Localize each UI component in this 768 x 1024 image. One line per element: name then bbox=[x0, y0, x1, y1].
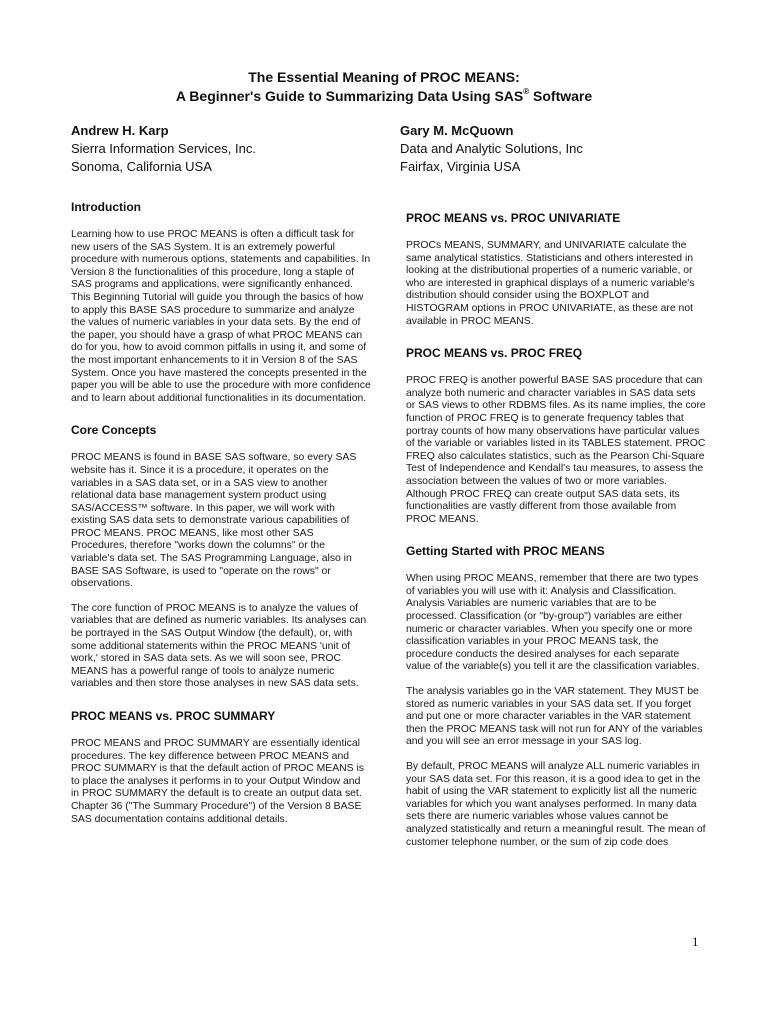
paper-title bbox=[0, 68, 768, 106]
section-heading: Introduction bbox=[71, 200, 141, 214]
paragraph: The analysis variables go in the VAR statement. They MUST be stored as numeric variables in your SAS data set. If you forget and put one or more character variables in the VAR statement then the PROC MEANS task will not run for ANY of the variables and you will see an error message in your SAS log. bbox=[406, 686, 703, 748]
section-means-vs-univariate bbox=[406, 211, 706, 328]
title-line-2-text: A Beginner's Guide to Summarizing Data Using SAS bbox=[175, 88, 524, 104]
section-getting-started bbox=[406, 544, 706, 849]
author-location: Sonoma, California USA bbox=[71, 159, 212, 174]
author-organization: Data and Analytic Solutions, Inc bbox=[400, 141, 583, 156]
right-column bbox=[406, 211, 706, 849]
author-organization: Sierra Information Services, Inc. bbox=[71, 141, 256, 156]
author-block-2 bbox=[400, 122, 583, 176]
title-line-1: The Essential Meaning of PROC MEANS: bbox=[248, 69, 520, 85]
paragraph: Learning how to use PROC MEANS is often a difficult task for new users of the SAS System. It is an extremely powerful procedure with numerous options, statements and capabilities. In Version 8 the functionalities of this procedure, long a staple of SAS programs and applications, were significantly enhanced. This Beginning Tutorial will guide you through the basics of how to apply this BASE SAS procedure to summarize and analyze the values of numeric variables in your data sets. By the end of the paper, you should have a grasp of what PROC MEANS can do for you, how to avoid common pitfalls in using it, and some of the most important enhancements to it in Version 8 of the SAS System. Once you have mastered the concepts presented in the paper you will be able to use the procedure with more confidence and to learn about additional functionalities in its documentation. bbox=[71, 229, 371, 404]
author-location: Fairfax, Virginia USA bbox=[400, 159, 521, 174]
section-introduction bbox=[71, 200, 371, 405]
paragraph: PROC MEANS and PROC SUMMARY are essentially identical procedures. The key difference between PROC MEANS and PROC SUMMARY is that the default action of PROC MEANS is to place the analyses it performs in to your Output Window and in PROC SUMMARY the default is to create an output data set. Chapter 36 ("The Summary Procedure") of the Version 8 BASE SAS documentation contains additional details. bbox=[71, 738, 364, 825]
title-line-2-tail: Software bbox=[529, 88, 593, 104]
paragraph: When using PROC MEANS, remember that there are two types of variables you will use with it: Analysis and Classification. Analysis Variables are numeric variables that are to be processed. Classification (or "by-group") variables are either numeric or character variables. When you specify one or more classification variables in your PROC MEANS task, the procedure conducts the desired analyses for each separate value of the variable(s) you tell it are the classification variables. bbox=[406, 573, 700, 673]
paragraph: PROCs MEANS, SUMMARY, and UNIVARIATE calculate the same analytical statistics. Statisticians and others interested in looking at the distributional properties of a numeric variable, or who are interested in graphical displays of a numeric variable's distribution should consider using the BOXPLOT and HISTOGRAM options in PROC UNIVARIATE, as these are not available in PROC MEANS. bbox=[406, 240, 695, 327]
author-block-1 bbox=[71, 122, 256, 176]
paragraph: The core function of PROC MEANS is to analyze the values of variables that are defined as numeric variables. Its analyses can be portrayed in the SAS Output Window (the default), or, with some additional statements within the PROC MEANS 'unit of work,' stored in SAS data sets. As we will soon see, PROC MEANS has a powerful range of tools to analyze numeric variables and then store those analyses in new SAS data sets. bbox=[71, 602, 367, 690]
paragraph: By default, PROC MEANS will analyze ALL numeric variables in your SAS data set. For this reason, it is a good idea to get in the habit of using the VAR statement to explicitly list all the numeric variables for which you want analyses performed. In many data sets there are numeric variables whose values cannot be analyzed statistically and return a meaningful result. The mean of customer telephone number, or the sum of zip code does bbox=[406, 761, 706, 848]
author-name: Andrew H. Karp bbox=[71, 123, 169, 138]
paragraph: PROC MEANS is found in BASE SAS software, so every SAS website has it. Since it is a procedure, it operates on the variables in a SAS data set, or in a SAS view to another relational data base management system product using SAS/ACCESS™ software. In this paper, we will work with existing SAS data sets to demonstrate various capabilities of PROC MEANS. PROC MEANS, like most other SAS Procedures, therefore "works down the columns" or the variable's data set. The SAS Programming Language, also in BASE SAS Software, is used to "operate on the rows" or observations. bbox=[71, 452, 357, 590]
section-means-vs-summary bbox=[71, 709, 371, 826]
section-core-concepts bbox=[71, 423, 371, 691]
title-line-2 bbox=[0, 87, 768, 106]
page-number: 1 bbox=[692, 934, 699, 949]
section-heading: PROC MEANS vs. PROC UNIVARIATE bbox=[406, 211, 621, 225]
section-heading: PROC MEANS vs. PROC FREQ bbox=[406, 346, 583, 361]
paragraph: PROC FREQ is another powerful BASE SAS procedure that can analyze both numeric and character variables in SAS data sets or SAS views to other RDBMS files. As its name implies, the core function of PROC FREQ is to generate frequency tables that portray counts of how many observations have particular values of the variable or variables listed in its TABLES statement. PROC FREQ also calculates statistics, such as the Pearson Chi-Square Test of Independence and Kendall's tau measures, to assess the association between the values of two or more variables. Although PROC FREQ can create output SAS data sets, its functionalities are vastly different from those available from PROC MEANS. bbox=[406, 375, 706, 525]
section-heading: PROC MEANS vs. PROC SUMMARY bbox=[71, 709, 276, 723]
left-column bbox=[71, 200, 371, 826]
section-means-vs-freq bbox=[406, 346, 706, 526]
section-heading: Core Concepts bbox=[71, 423, 157, 438]
section-heading: Getting Started with PROC MEANS bbox=[406, 544, 605, 559]
registered-mark: ® bbox=[523, 87, 530, 96]
author-name: Gary M. McQuown bbox=[400, 123, 514, 138]
